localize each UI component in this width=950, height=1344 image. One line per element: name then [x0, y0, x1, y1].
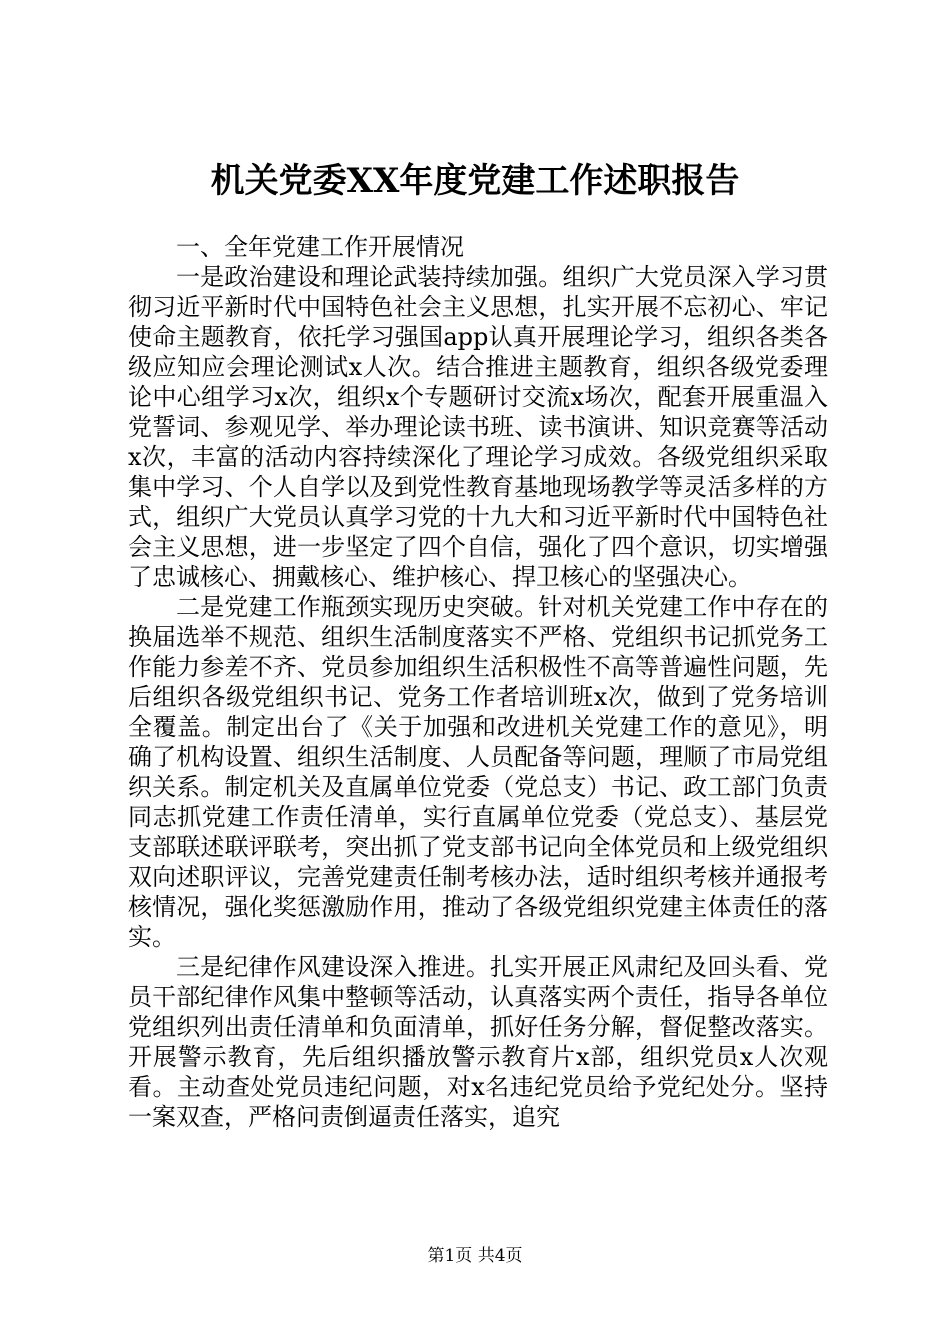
document-body [128, 232, 828, 1132]
document-title: 机关党委XX年度党建工作述职报告 [210, 161, 740, 201]
paragraph-political-building: 一是政治建设和理论武装持续加强。组织广大党员深入学习贯彻习近平新时代中国特色社会主义思想，扎实开展不忘初心、牢记使命主题教育，依托学习强国app认真开展理论学习，组织各类各级应知应会理论测试x人次。结合推进主题教育，组织各级党委理论中心组学习x次，组织x个专题研讨交流x场次，配套开展重温入党誓词、参观见学、举办理论读书班、读书演讲、知识竞赛等活动x次，丰富的活动内容持续深化了理论学习成效。各级党组织采取集中学习、个人自学以及到党性教育基地现场教学等灵活多样的方式，组织广大党员认真学习党的十九大和习近平新时代中国特色社会主义思想，进一步坚定了四个自信，强化了四个意识，切实增强了忠诚核心、拥戴核心、维护核心、捍卫核心的坚强决心。 [128, 263, 828, 591]
paragraph-discipline-style: 三是纪律作风建设深入推进。扎实开展正风肃纪及回头看、党员干部纪律作风集中整顿等活动，认真落实两个责任，指导各单位党组织列出责任清单和负面清单，抓好任务分解，督促整改落实。开展警示教育，先后组织播放警示教育片x部，组织党员x人次观看。主动查处党员违纪问题，对x名违纪党员给予党纪处分。坚持一案双查，严格问责倒逼责任落实，追究 [128, 953, 828, 1131]
section-heading: 一、全年党建工作开展情况 [176, 233, 464, 261]
page-footer: 第1页 共4页 [427, 1246, 523, 1266]
paragraph-party-building-breakthrough: 二是党建工作瓶颈实现历史突破。针对机关党建工作中存在的换届选举不规范、组织生活制度落实不严格、党组织书记抓党务工作能力参差不齐、党员参加组织生活积极性不高等普遍性问题，先后组织各级党组织书记、党务工作者培训班x次，做到了党务培训全覆盖。制定出台了《关于加强和改进机关党建工作的意见》，明确了机构设置、组织生活制度、人员配备等问题，理顺了市局党组织关系。制定机关及直属单位党委（党总支）书记、政工部门负责同志抓党建工作责任清单，实行直属单位党委（党总支）、基层党支部联述联评联考，突出抓了党支部书记向全体党员和上级党组织双向述职评议，完善党建责任制考核办法，适时组织考核并通报考核情况，强化奖惩激励作用，推动了各级党组织党建主体责任的落实。 [128, 593, 828, 951]
